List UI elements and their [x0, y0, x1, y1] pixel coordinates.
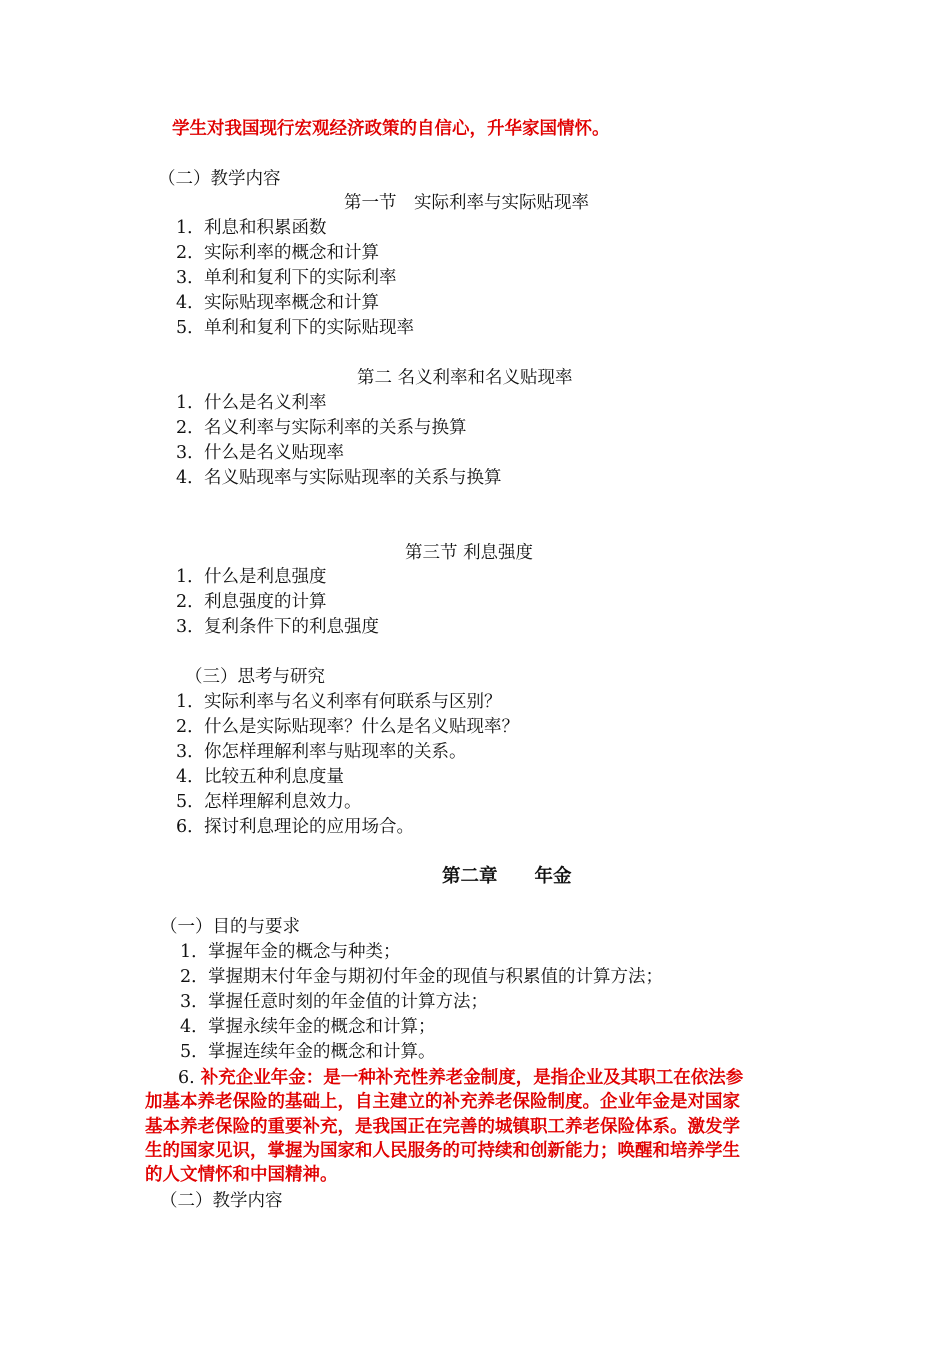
list-item: 3．复利条件下的利息强度 [176, 617, 379, 637]
annuity-supplement-paragraph: 6. 补充企业年金：是一种补充性养老金制度，是指企业及其职工在依法参 加基本养老保险的基础上，自主建立的补充养老保险制度。企业年金是对国家 基本养老保险的重要补充，是我国正在完善的城镇职工养老保险体系。激发学 生的国家见识，掌握为国家和人民服务的可持续和创新能力；唤醒和培养学生 的人文情怀和中国精神。 [145, 1068, 744, 1186]
section-title-1: 第一节 实际利率与实际贴现率 [344, 193, 589, 213]
list-item: 4．比较五种利息度量 [176, 767, 344, 787]
intro-red-text: 学生对我国现行宏观经济政策的自信心，升华家国情怀。 [172, 119, 610, 139]
list-item: 5．掌握连续年金的概念和计算。 [180, 1042, 436, 1062]
list-item: 5．单利和复利下的实际贴现率 [176, 318, 414, 338]
list-item: 5．怎样理解利息效力。 [176, 792, 362, 812]
section-title-2: 第二 名义利率和名义贴现率 [357, 368, 573, 388]
list-item: 3．单利和复利下的实际利率 [176, 268, 397, 288]
goals-heading: （一）目的与要求 [160, 917, 300, 937]
chapter-title: 第二章 年金 [442, 866, 572, 887]
list-item: 4．名义贴现率与实际贴现率的关系与换算 [176, 468, 502, 488]
list-item: 1．什么是利息强度 [176, 567, 327, 587]
content-heading: （二）教学内容 [158, 169, 281, 189]
list-item: 1．利息和积累函数 [176, 218, 327, 238]
list-item: 1．实际利率与名义利率有何联系与区别？ [176, 692, 502, 712]
thinking-heading: （三）思考与研究 [185, 667, 325, 687]
list-item: 3．你怎样理解利率与贴现率的关系。 [176, 742, 467, 762]
list-item: 4．掌握永续年金的概念和计算； [180, 1017, 436, 1037]
section-title-3: 第三节 利息强度 [405, 543, 534, 563]
list-item: 2．利息强度的计算 [176, 592, 327, 612]
list-item: 2．掌握期末付年金与期初付年金的现值与积累值的计算方法； [180, 967, 663, 987]
list-item: 6．探讨利息理论的应用场合。 [176, 817, 414, 837]
list-item: 3．掌握任意时刻的年金值的计算方法； [180, 992, 488, 1012]
list-item: 2．什么是实际贴现率？什么是名义贴现率？ [176, 717, 519, 737]
list-item: 4．实际贴现率概念和计算 [176, 293, 379, 313]
item-number: 6. [178, 1068, 195, 1088]
list-item: 1．什么是名义利率 [176, 393, 327, 413]
content-heading-2: （二）教学内容 [160, 1191, 283, 1211]
list-item: 2．名义利率与实际利率的关系与换算 [176, 418, 467, 438]
list-item: 2．实际利率的概念和计算 [176, 243, 379, 263]
list-item: 3．什么是名义贴现率 [176, 443, 344, 463]
list-item: 1．掌握年金的概念与种类； [180, 942, 401, 962]
